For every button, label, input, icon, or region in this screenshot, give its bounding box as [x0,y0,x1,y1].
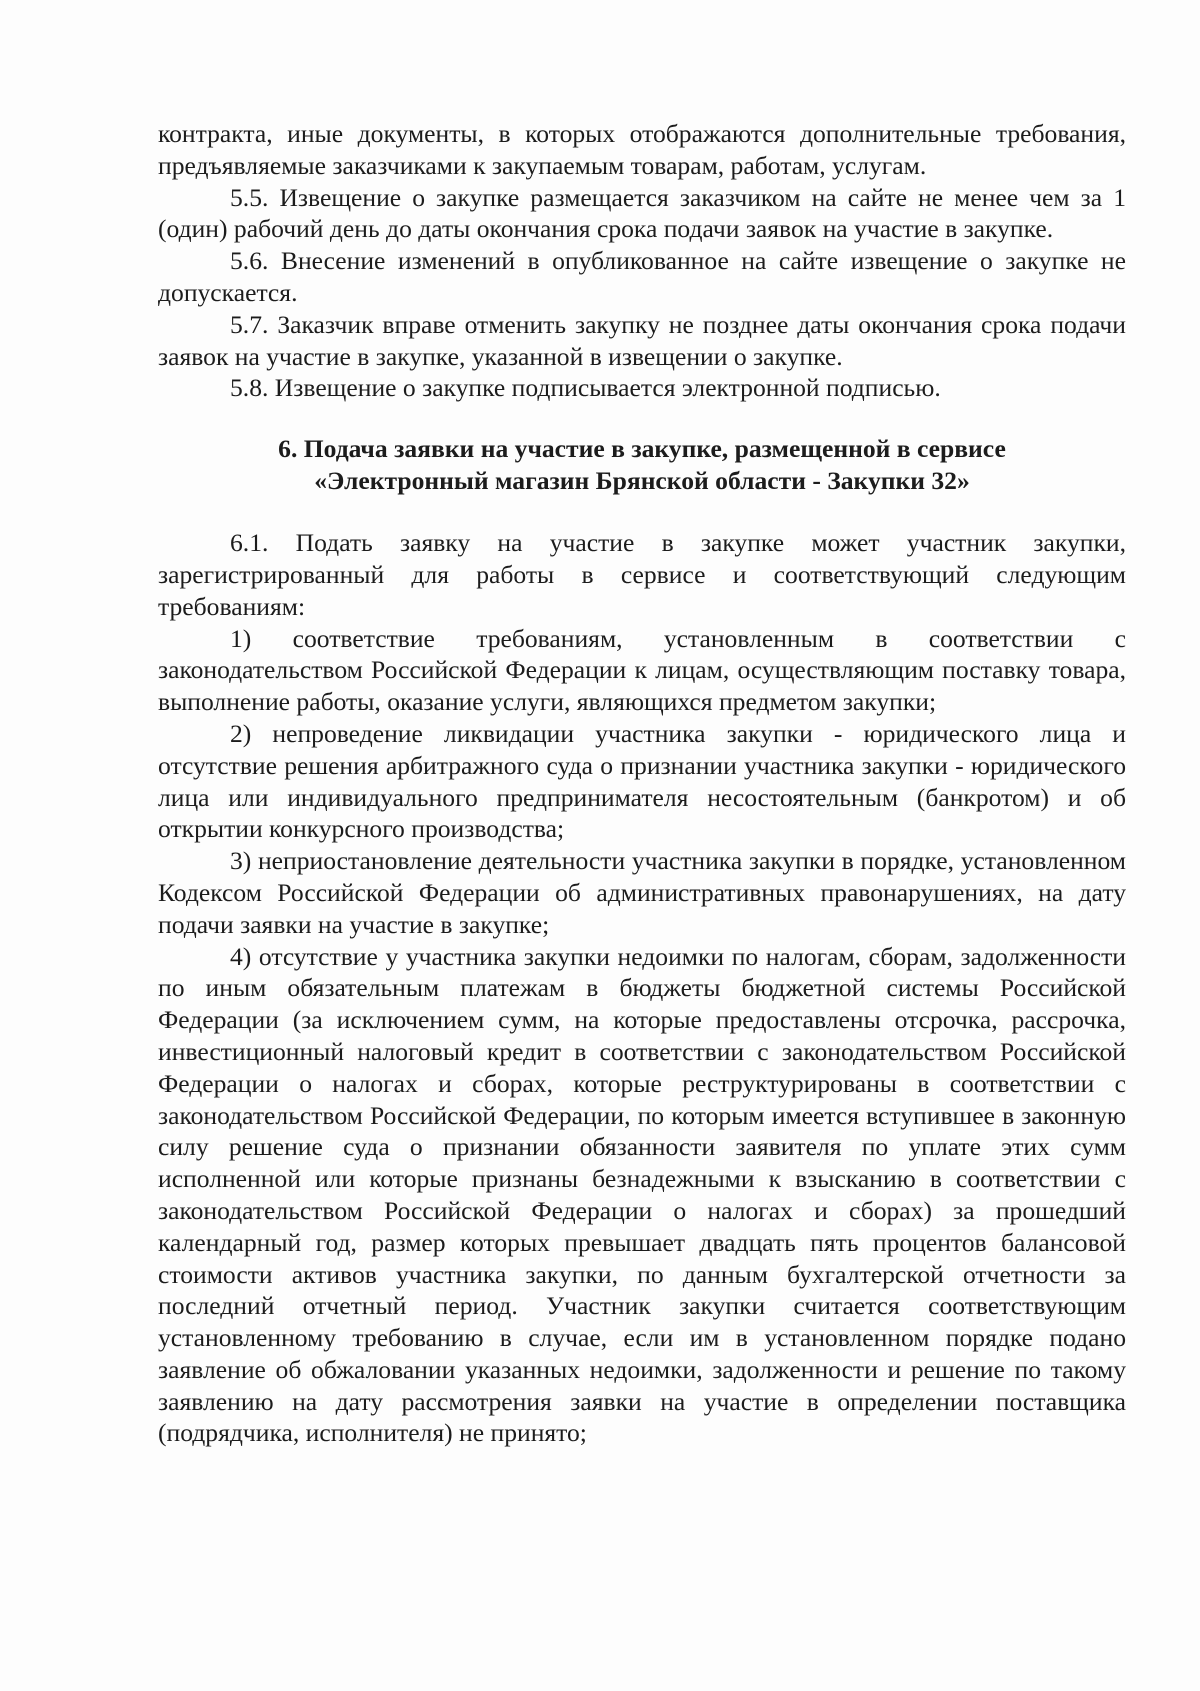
paragraph-5-7: 5.7. Заказчик вправе отменить закупку не позднее даты окончания срока подачи заявок на участие в закупке, указанной в извещении о закупке. [158,309,1126,371]
list-item: 2) непроведение ликвидации участника закупки - юридического лица и отсутствие решения арбитражного суда о признании участника закупки - юридического лица или индивидуального предпринимателя несостоятельным (банкротом) и об открытии конкурсного производства; [158,718,1126,844]
list-item: 4) отсутствие у участника закупки недоимки по налогам, сборам, задолженности по иным обязательным платежам в бюджеты бюджетной системы Российской Федерации (за исключением сумм, на которые предоставлены отсрочка, рассрочка, инвестиционный налоговый кредит в соответствии с законодательством Российской Федерации о налогах и сборах, которые реструктурированы в соответствии с законодательством Российской Федерации, по которым имеется вступившее в законную силу решение суда о признании обязанности заявителя по уплате этих сумм исполненной или которые признаны безнадежными к взысканию в соответствии с законодательством Российской Федерации о налогах и сборах) за прошедший календарный год, размер которых превышает двадцать пять процентов балансовой стоимости активов участника закупки, по данным бухгалтерской отчетности за последний отчетный период. Участник закупки считается соответствующим установленному требованию в случае, если им в установленном порядке подано заявление об обжаловании указанных недоимки, задолженности и решение по такому заявлению на дату рассмотрения заявки на участие в определении поставщика (подрядчика, исполнителя) не принято; [158,941,1126,1448]
list-item: 1) соответствие требованиям, установленным в соответствии с законодательством Российской Федерации к лицам, осуществляющим поставку товара, выполнение работы, оказание услуги, являющихся предметом закупки; [158,623,1126,717]
document-body [158,118,1126,1449]
paragraph-6-1: 6.1. Подать заявку на участие в закупке может участник закупки, зарегистрированный для работы в сервисе и соответствующий следующим требованиям: [158,528,1126,621]
paragraph-continuation: контракта, иные документы, в которых отображаются дополнительные требования, предъявляемые заказчиками к закупаемым товарам, работам, услугам. [158,119,1126,180]
paragraph-5-8: 5.8. Извещение о закупке подписывается электронной подписью. [230,373,941,403]
paragraph-5-5: 5.5. Извещение о закупке размещается заказчиком на сайте не менее чем за 1 (один) рабочий день до даты окончания срока подачи заявок на участие в закупке. [158,182,1126,244]
section-heading-6 [158,433,1126,497]
section-heading-6-line1: 6. Подача заявки на участие в закупке, размещенной в сервисе [278,434,1006,464]
list-item: 3) неприостановление деятельности участника закупки в порядке, установленном Кодексом Российской Федерации об административных правонарушениях, на дату подачи заявки на участие в закупке; [158,846,1126,939]
paragraph-5-6: 5.6. Внесение изменений в опубликованное на сайте извещение о закупке не допускается. [158,246,1126,307]
section-heading-6-line2: «Электронный магазин Брянской области - Закупки 32» [314,466,970,496]
